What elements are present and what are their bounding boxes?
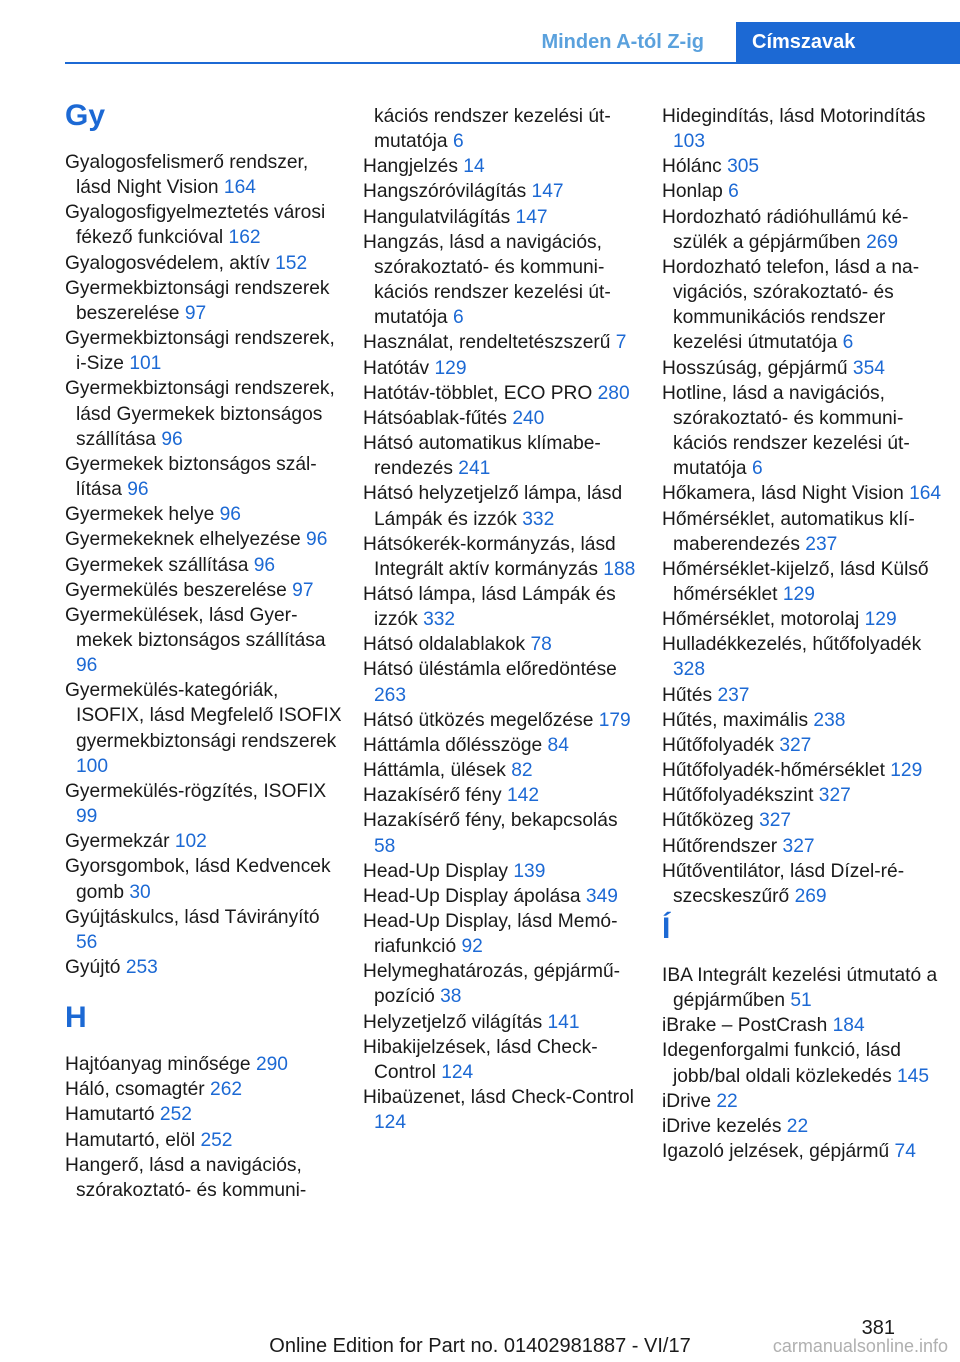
page-reference-link[interactable]: 51 [790,990,812,1012]
index-entry [662,255,942,356]
page-reference-link[interactable]: 332 [522,508,555,530]
page-reference-link[interactable]: 38 [440,986,462,1008]
index-entry-text: Gyalogosvédelem, aktív [65,252,270,274]
index-entry [363,884,643,909]
index-entry [662,834,942,859]
index-entry-text: Hűtőközeg [662,810,754,832]
index-entry-text: Hőmérséklet, motorolaj [662,609,860,631]
index-entry [65,527,345,552]
index-entry-text: Hordozható telefon, lásd a navigációs, szórakoztató- és kommunikációs rendszer kezelési útmutatója [662,256,920,354]
index-entry [363,330,643,355]
page-reference-link[interactable]: 162 [228,227,261,249]
page-reference-link[interactable]: 184 [832,1015,865,1037]
index-entry-text: Hőmérséklet-kijelző, lásd Külső hőmérséklet [662,558,929,605]
index-entry-text: Hűtés, maximális [662,709,809,731]
page-reference-link[interactable]: 97 [292,579,314,601]
index-entry [363,909,643,959]
index-entry-text: Hátsó ütközés megelőzése [363,709,594,731]
index-entry [363,532,643,582]
page-reference-link[interactable]: 101 [129,353,162,375]
page-reference-link[interactable]: 6 [452,307,464,329]
index-entry [363,959,643,1009]
index-entry [662,607,942,632]
index-entry [662,859,942,909]
index-entry-text: Gyermekzár [65,831,170,853]
watermark: carmanualsonline.info [772,1336,948,1356]
page-reference-link[interactable]: 56 [76,931,98,953]
index-entry-text: Hosszúság, gépjármű [662,357,848,379]
index-entry-text: Hangerő, lásd a navigációs, szórakoztató- és kommuni- [65,1154,307,1201]
index-entry [65,251,345,276]
page-reference-link[interactable]: 6 [751,458,763,480]
index-entry [363,179,643,204]
index-entry-text: Használat, rendeltetészszerű [363,332,611,354]
index-entry [662,381,942,482]
index-entry-text: Gyermekbiztonsági rendszerek, lásd Gyermekek biztonságos szállítása [65,378,335,450]
index-entry-text: Head-Up Display ápolása [363,885,581,907]
page-reference-link[interactable]: 141 [547,1011,580,1033]
index-entry-text: Idegenforgalmi funkció, lásd jobb/bal oldali közlekedés [662,1040,901,1087]
index-entry-text: Hotline, lásd a navigációs, szórakoztató- és kommunikációs rendszer kezelési útmutatója [662,382,910,480]
page-reference-link[interactable]: 129 [890,760,923,782]
index-entry [363,859,643,884]
index-entry [65,200,345,250]
index-entry-text: Hamutartó [65,1104,155,1126]
page-reference-link[interactable]: 129 [434,357,467,379]
page-reference-link[interactable]: 84 [547,734,569,756]
page-reference-link[interactable]: 6 [728,181,739,203]
page-reference-link[interactable]: 96 [253,554,276,576]
page-reference-link[interactable]: 188 [603,558,636,580]
footer-edition: Online Edition for Part no. 01402981887 - VI/17 [269,1335,691,1357]
page-reference-link[interactable]: 124 [374,1112,407,1134]
index-entry [662,758,942,783]
index-entry [662,733,942,758]
page-reference-link[interactable]: 269 [866,231,899,253]
index-entry-text: Hűtőventilátor, lásd Dízel-részecskeszűrő [662,860,905,907]
index-entry [363,381,643,406]
index-entry-text: Hűtőfolyadékszint [662,785,814,807]
index-entry-text: Háttámla, ülések [363,760,506,782]
page-reference-link[interactable]: 97 [184,302,207,324]
index-entry-text: iDrive kezelés [662,1115,782,1137]
index-letter-heading: Gy [65,99,106,132]
index-entry-text: Gyermekbiztonsági rendszerek, i-Size [65,328,335,375]
index-entry [662,205,942,255]
index-entry [65,276,345,326]
index-entry-text: Hőmérséklet, automatikus klímaberendezés [662,508,915,555]
index-entry [363,758,643,783]
index-entry-text: Hangulatvilágítás [363,206,511,228]
index-entry [65,955,345,980]
page-reference-link[interactable]: 129 [782,583,815,605]
page-reference-link[interactable]: 179 [598,709,631,731]
index-entry [65,905,345,955]
index-entry-text: Hazakísérő fény [363,785,502,807]
index-entry-text: Hajtóanyag minősége [65,1054,251,1076]
page-reference-link[interactable]: 147 [531,181,564,203]
page-reference-link[interactable]: 328 [673,659,706,681]
index-letter-heading: H [65,1001,87,1035]
index-entry [662,1139,942,1164]
index-entry [363,1085,643,1135]
index-entry-text: Head-Up Display [363,860,509,882]
index-entry [65,376,345,451]
index-entry-text: Hátsókerék-kormányzás, lásd Integrált aktív kormányzás [363,533,616,580]
index-entry-text: Gyermekek helye [65,504,215,526]
index-entry-text: Gyorsgombok, lásd Kedvencek gomb [65,856,331,903]
page-header [0,0,960,62]
index-entry-text: Gyermekbiztonsági rendszerek beszerelése [65,277,330,324]
page-reference-link[interactable]: 147 [515,206,548,228]
page-reference-link[interactable]: 252 [200,1129,233,1151]
page-reference-link[interactable]: 142 [507,785,540,807]
index-entry-text: Hűtőfolyadék-hőmérséklet [662,760,885,782]
page-reference-link[interactable]: 14 [463,156,485,178]
index-letter-heading: Í [662,912,671,945]
index-entry [363,205,643,230]
index-entry-text: Hatótáv [363,357,430,379]
page-reference-link[interactable]: 96 [219,504,241,526]
page-reference-link[interactable]: 290 [255,1054,288,1076]
page-reference-link[interactable]: 96 [161,428,183,450]
index-entry [65,1052,345,1077]
index-entry-text: IBA Integrált kezelési útmutató a gépjárműben [662,965,938,1012]
index-entry [363,356,643,381]
index-entry [662,783,942,808]
index-entry [662,356,942,381]
index-entry [363,708,643,733]
index-entry-text: Hazakísérő fény, bekapcsolás [363,810,618,832]
page-reference-link[interactable]: 327 [779,734,812,756]
index-entry-text: Gyújtó [65,957,121,978]
index-entry-text: Háttámla dőlésszöge [363,734,543,756]
index-entry-text: Honlap [662,181,723,203]
index-entry [662,808,942,833]
index-entry [662,1013,942,1038]
index-entry-text: Hátsóablak-fűtés [363,407,507,429]
page-reference-link[interactable]: 30 [129,881,151,903]
page-reference-link[interactable]: 349 [585,885,618,907]
index-entry [662,683,942,708]
index-entry [363,657,643,707]
page-reference-link[interactable]: 332 [423,609,456,631]
index-entry-text: iDrive [662,1090,712,1112]
page-reference-link[interactable]: 96 [306,529,328,551]
index-entry [662,507,942,557]
page-reference-link[interactable]: 96 [76,655,98,677]
index-entry-text: Hátsó oldalablakok [363,634,526,656]
index-entry [65,502,345,527]
index-entry [65,326,345,376]
index-entry-text: Hangzás, lásd a navigációs, szórakoztató- és kommunikációs rendszer kezelési útmutatója [363,231,611,329]
index-entry-text: Gyermekeknek elhelyezése [65,529,301,551]
page-reference-link[interactable]: 92 [461,936,483,958]
index-tab[interactable]: Címszavak [736,22,960,62]
index-entry [662,963,942,1013]
index-entry-text: Hangszóróvilágítás [363,181,527,203]
page-reference-link[interactable]: 96 [127,479,149,501]
index-entry [363,481,643,531]
page-reference-link[interactable]: 164 [223,177,256,199]
page-reference-link[interactable]: 7 [615,332,627,354]
index-entry [662,557,942,607]
page-reference-link[interactable]: 327 [782,835,815,857]
page-reference-link[interactable]: 145 [897,1065,930,1087]
page-reference-link[interactable]: 253 [125,957,158,978]
index-entry-text: Gyermekek biztonságos szállítása [65,453,317,501]
index-entry-text: Hatótáv-többlet, ECO PRO [363,382,593,404]
page-reference-link[interactable]: 22 [786,1115,809,1137]
index-entry [363,230,643,331]
page-reference-link[interactable]: 327 [818,785,851,807]
index-entry [65,553,345,578]
page-reference-link[interactable]: 152 [275,252,308,274]
index-entry [65,150,345,200]
page-reference-link[interactable]: 263 [374,684,407,706]
index-entry [363,104,643,154]
index-entry [363,733,643,758]
index-entry [662,1038,942,1088]
page-reference-link[interactable]: 74 [894,1141,916,1163]
index-entry-text: Gyermekülés beszerelése [65,579,287,601]
section-title: Minden A-tól Z-ig [541,31,704,53]
index-entry [662,708,942,733]
index-entry-text: Háló, csomagtér [65,1079,205,1101]
index-column-2 [363,104,643,1135]
index-entry [662,632,942,682]
index-entry [662,104,942,154]
page-reference-link[interactable]: 238 [813,709,846,731]
page-reference-link[interactable]: 252 [159,1104,192,1126]
page-reference-link[interactable]: 6 [452,131,464,153]
index-entry-text: kációs rendszer kezelési útmutatója [374,106,611,153]
index-entry [662,481,942,506]
page-reference-link[interactable]: 305 [727,156,760,178]
index-entry-text: Hűtőrendszer [662,835,778,857]
index-entry [363,406,643,431]
page-reference-link[interactable]: 78 [530,634,552,656]
index-column-1 [65,96,345,1203]
index-entry [65,829,345,854]
index-entry-text: Hátsó üléstámla előredöntése [363,659,617,681]
index-entry-text: Igazoló jelzések, gépjármű [662,1141,890,1163]
index-entry [662,154,942,179]
index-entry [363,783,643,808]
page-reference-link[interactable]: 139 [513,860,546,882]
page-reference-link[interactable]: 129 [864,609,897,631]
index-entry [363,808,643,858]
index-entry-text: Hűtés [662,684,713,706]
page-reference-link[interactable]: 99 [76,806,98,828]
page-reference-link[interactable]: 354 [852,357,885,379]
index-entry-text: Hulladékkezelés, hűtőfolyadék [662,634,922,656]
index-entry-text: Gyermekülés-kategóriák, ISOFIX, lásd Megfelelő ISOFIX gyermekbiztonsági rendszerek [65,680,342,752]
index-entry [662,1114,942,1139]
index-entry [65,1153,345,1203]
index-entry-text: Hátsó automatikus klímaberendezés [363,433,601,480]
index-entry-text: Head-Up Display, lásd Memóriafunkció [363,911,618,958]
index-entry [65,779,345,829]
page-reference-link[interactable]: 103 [673,131,706,153]
index-entry [363,632,643,657]
page-reference-link[interactable]: 100 [76,755,109,777]
index-entry [363,431,643,481]
index-entry-text: Gyermekülés-rögzítés, ISOFIX [65,780,327,802]
index-entry [65,678,345,779]
index-entry [65,603,345,678]
index-entry [662,179,942,204]
index-entry-text: Hőkamera, lásd Night Vision [662,483,904,505]
index-entry [65,452,345,502]
index-entry-text: Gyermekek szállítása [65,554,249,576]
index-entry-text: Hátsó helyzetjelző lámpa, lásd Lámpák és izzók [363,483,623,530]
index-entry [65,1077,345,1102]
page-reference-link[interactable]: 124 [441,1061,474,1083]
page-reference-link[interactable]: 58 [374,835,396,857]
index-entry-text: Hátsó lámpa, lásd Lámpák és izzók [363,583,616,631]
page-reference-link[interactable]: 327 [759,810,792,832]
page-reference-link[interactable]: 237 [805,533,838,555]
index-column-3 [662,104,942,1164]
index-entry-text: Helymeghatározás, gépjármű-pozíció [363,961,621,1008]
index-entry-text: Gyalogosfigyelmeztetés városi fékező funkcióval [65,202,326,249]
index-entry [65,854,345,904]
index-entry-text: Hangjelzés [363,156,458,178]
page-reference-link[interactable]: 241 [458,458,491,480]
index-entry [363,1035,643,1085]
index-entry-text: Hűtőfolyadék [662,734,774,756]
page-reference-link[interactable]: 262 [210,1079,243,1101]
index-entry [65,1128,345,1153]
index-entry-text: Hibaüzenet, lásd Check-Control [363,1087,634,1109]
index-entry [363,582,643,632]
index-entry-text: Hidegindítás, lásd Motorindítás [662,106,926,127]
page-reference-link[interactable]: 82 [511,760,533,782]
page-number: 381 [861,1317,895,1339]
index-entry [65,578,345,603]
header-divider [65,62,960,64]
page-reference-link[interactable]: 237 [717,684,750,706]
page-reference-link[interactable]: 240 [512,407,545,429]
index-entry [363,154,643,179]
page-reference-link[interactable]: 22 [716,1090,738,1112]
page-reference-link[interactable]: 6 [842,332,854,354]
index-entry-text: Hólánc [662,156,722,178]
page-reference-link[interactable]: 269 [794,885,827,907]
index-entry [65,1102,345,1127]
index-entry-text: Hibakijelzések, lásd Check-Control [363,1036,598,1083]
index-entry [662,1089,942,1114]
page-reference-link[interactable]: 164 [909,483,942,505]
index-entry-text: iBrake – PostCrash [662,1015,828,1037]
index-entry-text: Gyújtáskulcs, lásd Távirányító [65,906,320,928]
index-entry-text: Gyermekülések, lásd Gyermekek biztonságos szállítása [65,604,326,651]
index-entry-text: Hordozható rádióhullámú készülék a gépjárműben [662,206,909,253]
index-entry-text: Hamutartó, elöl [65,1129,196,1151]
page-reference-link[interactable]: 102 [174,831,207,853]
index-entry-text: Gyalogosfelismerő rendszer, lásd Night Vision [65,152,309,199]
index-entry-text: Helyzetjelző világítás [363,1011,543,1033]
page-reference-link[interactable]: 280 [597,382,630,404]
index-entry [363,1010,643,1035]
